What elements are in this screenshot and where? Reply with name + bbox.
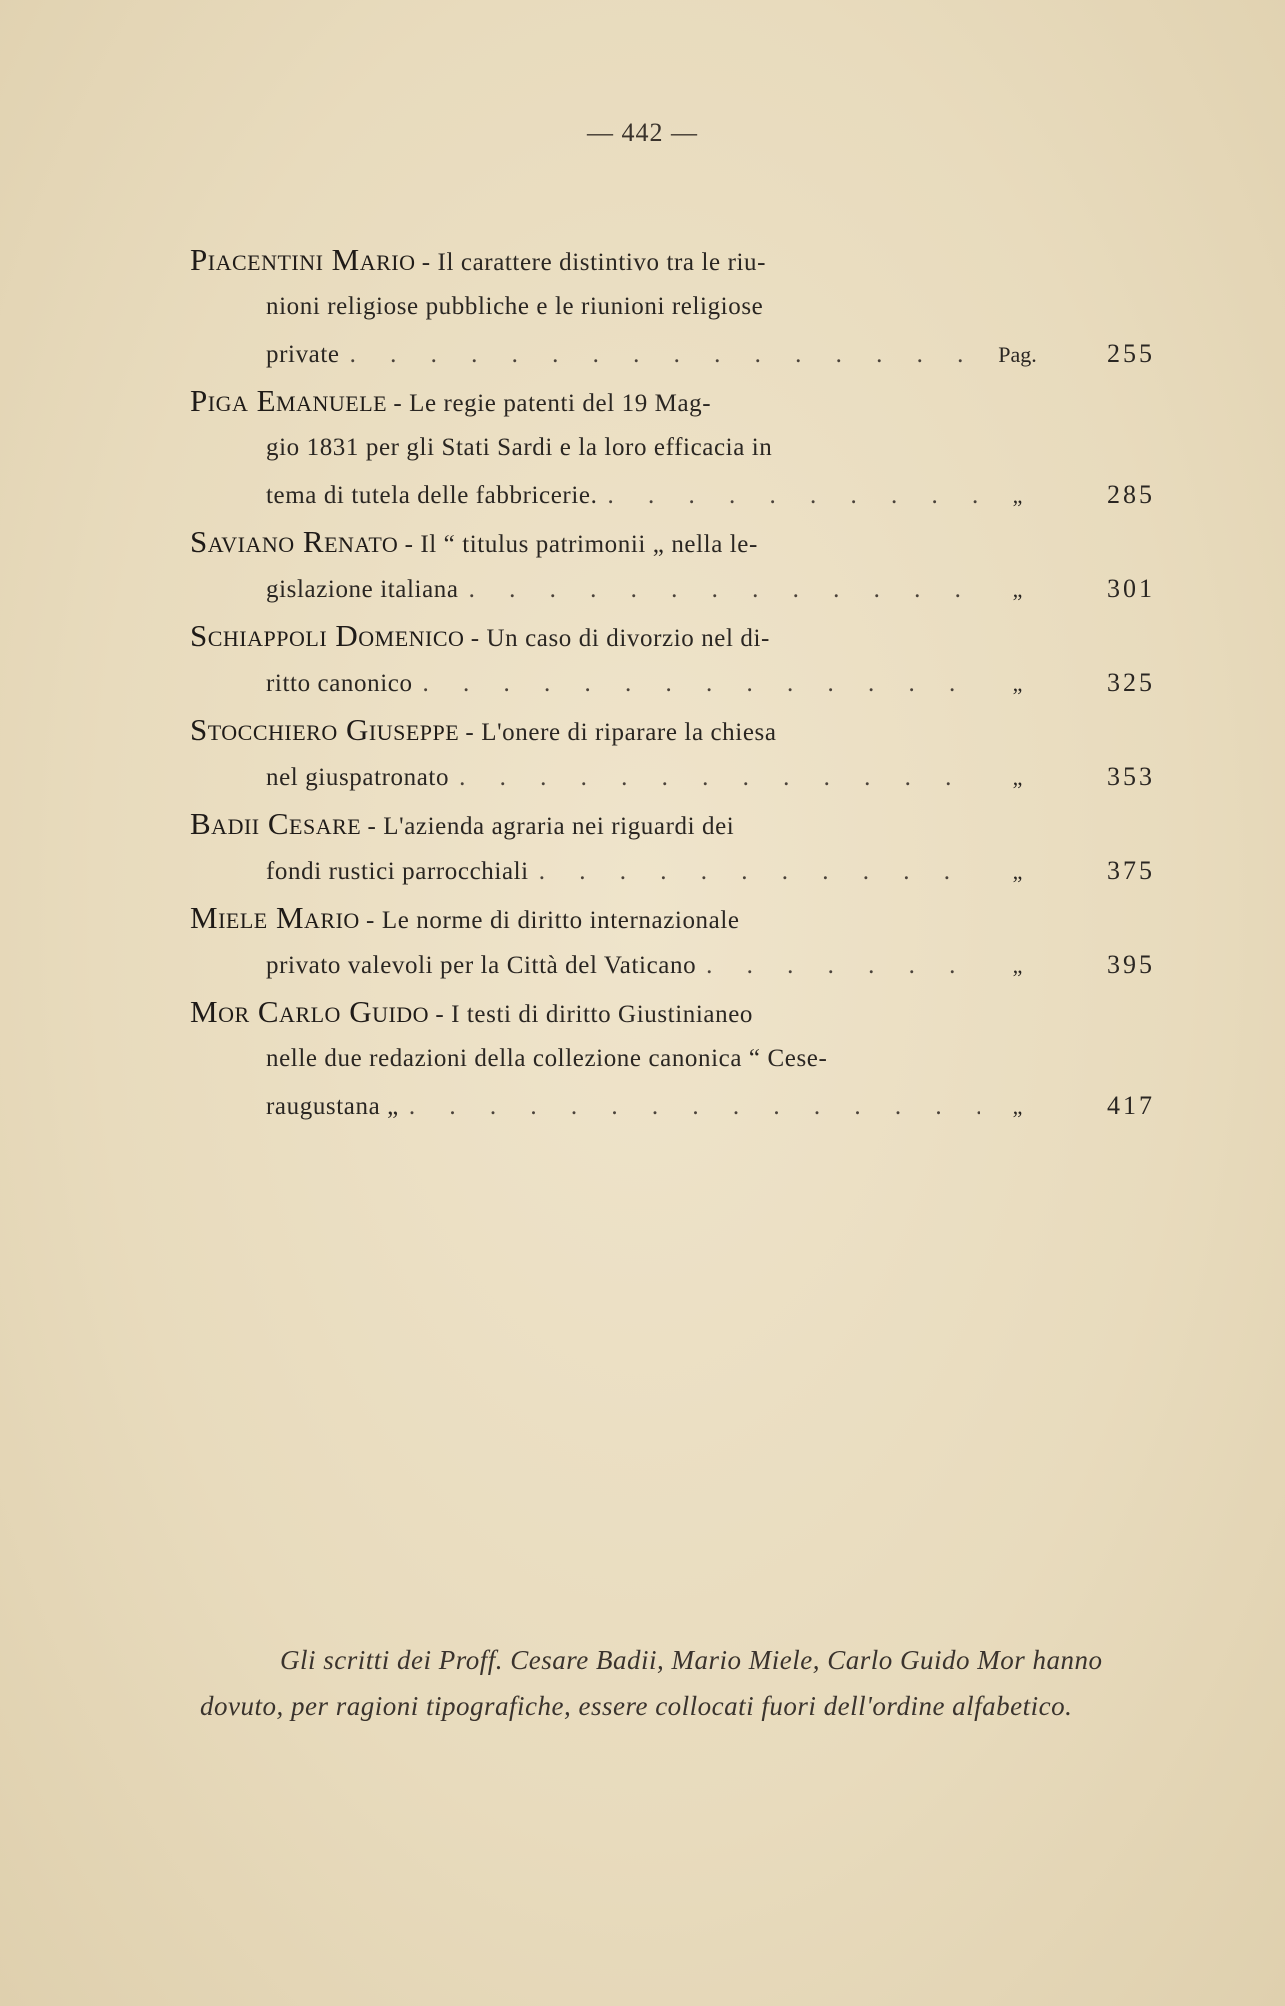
dot-leader bbox=[340, 331, 980, 377]
dot-leader bbox=[449, 754, 980, 800]
index-entry bbox=[190, 518, 1155, 612]
ditto-mark: „ bbox=[1012, 765, 1023, 790]
ditto-mark: „ bbox=[1012, 859, 1023, 884]
entry-title-line: - Le regie patenti del 19 Mag- bbox=[393, 390, 712, 417]
entry-page-number: 255 bbox=[1107, 339, 1155, 368]
entry-author: Stocchiero Giuseppe bbox=[190, 712, 460, 747]
entry-page-number: 325 bbox=[1107, 668, 1155, 697]
entry-page-number: 285 bbox=[1107, 480, 1155, 509]
entry-title-line: nioni religiose pubbliche e le riunioni religiose bbox=[266, 293, 764, 320]
index-entry bbox=[190, 236, 1155, 377]
entry-author: Saviano Renato bbox=[190, 524, 399, 559]
index-entry bbox=[190, 988, 1155, 1129]
index-entry bbox=[190, 706, 1155, 800]
page-number: — 442 — bbox=[587, 118, 698, 147]
entry-author: Mor Carlo Guido bbox=[190, 994, 430, 1029]
entry-title-line: nelle due redazioni della collezione canonica “ Cese- bbox=[266, 1045, 828, 1072]
entry-author: Badii Cesare bbox=[190, 806, 362, 841]
entry-title-line: - Il “ titulus patrimonii „ nella le- bbox=[404, 531, 758, 558]
dot-leader bbox=[399, 1083, 980, 1129]
ditto-mark: „ bbox=[1012, 953, 1023, 978]
entry-title-line: tema di tutela delle fabbricerie. bbox=[266, 482, 598, 509]
ditto-mark: „ bbox=[1012, 1094, 1023, 1119]
index-entry bbox=[190, 894, 1155, 988]
dot-leader bbox=[459, 566, 980, 612]
page-label: Pag. bbox=[998, 342, 1037, 367]
entry-title-line: - Le norme di diritto internazionale bbox=[366, 907, 740, 934]
entry-title-line: - Il carattere distintivo tra le riu- bbox=[421, 249, 767, 276]
entry-author: Piga Emanuele bbox=[190, 383, 388, 418]
entry-title-line: - I testi di diritto Giustinianeo bbox=[435, 1001, 754, 1028]
ditto-mark: „ bbox=[1012, 577, 1023, 602]
ditto-mark: „ bbox=[1012, 671, 1023, 696]
entry-title-line: raugustana „ bbox=[266, 1093, 399, 1120]
entry-page-number: 417 bbox=[1107, 1091, 1155, 1120]
entry-page-number: 395 bbox=[1107, 950, 1155, 979]
entry-page-number: 301 bbox=[1107, 574, 1155, 603]
index-entry bbox=[190, 612, 1155, 706]
entry-title-line: ritto canonico bbox=[266, 670, 413, 697]
entry-title-line: private bbox=[266, 341, 340, 368]
entry-author: Miele Mario bbox=[190, 900, 360, 935]
footnote: Gli scritti dei Proff. Cesare Badii, Mario Miele, Carlo Guido Mor hanno dovuto, per ragioni tipografiche, essere collocati fuori dell'ordine alfabetico. bbox=[200, 1645, 1103, 1721]
entry-title-line: privato valevoli per la Città del Vaticano bbox=[266, 952, 697, 979]
entry-author: Schiappoli Domenico bbox=[190, 618, 465, 653]
dot-leader bbox=[413, 660, 980, 706]
index-entries bbox=[190, 236, 1155, 1129]
ditto-mark: „ bbox=[1012, 483, 1023, 508]
entry-title-line: gio 1831 per gli Stati Sardi e la loro efficacia in bbox=[266, 434, 773, 461]
entry-author: Piacentini Mario bbox=[190, 242, 416, 277]
entry-title-line: - L'azienda agraria nei riguardi dei bbox=[367, 813, 735, 840]
dot-leader bbox=[696, 942, 980, 988]
entry-title-line: fondi rustici parrocchiali bbox=[266, 858, 529, 885]
entry-title-line: - L'onere di riparare la chiesa bbox=[465, 719, 777, 746]
entry-title-line: gislazione italiana bbox=[266, 576, 459, 603]
index-entry bbox=[190, 377, 1155, 518]
entry-title-line: nel giuspatronato bbox=[266, 764, 450, 791]
entry-page-number: 375 bbox=[1107, 856, 1155, 885]
dot-leader bbox=[529, 848, 980, 894]
entry-title-line: - Un caso di divorzio nel di- bbox=[470, 625, 770, 652]
dot-leader bbox=[597, 472, 980, 518]
index-entry bbox=[190, 800, 1155, 894]
entry-page-number: 353 bbox=[1107, 762, 1155, 791]
